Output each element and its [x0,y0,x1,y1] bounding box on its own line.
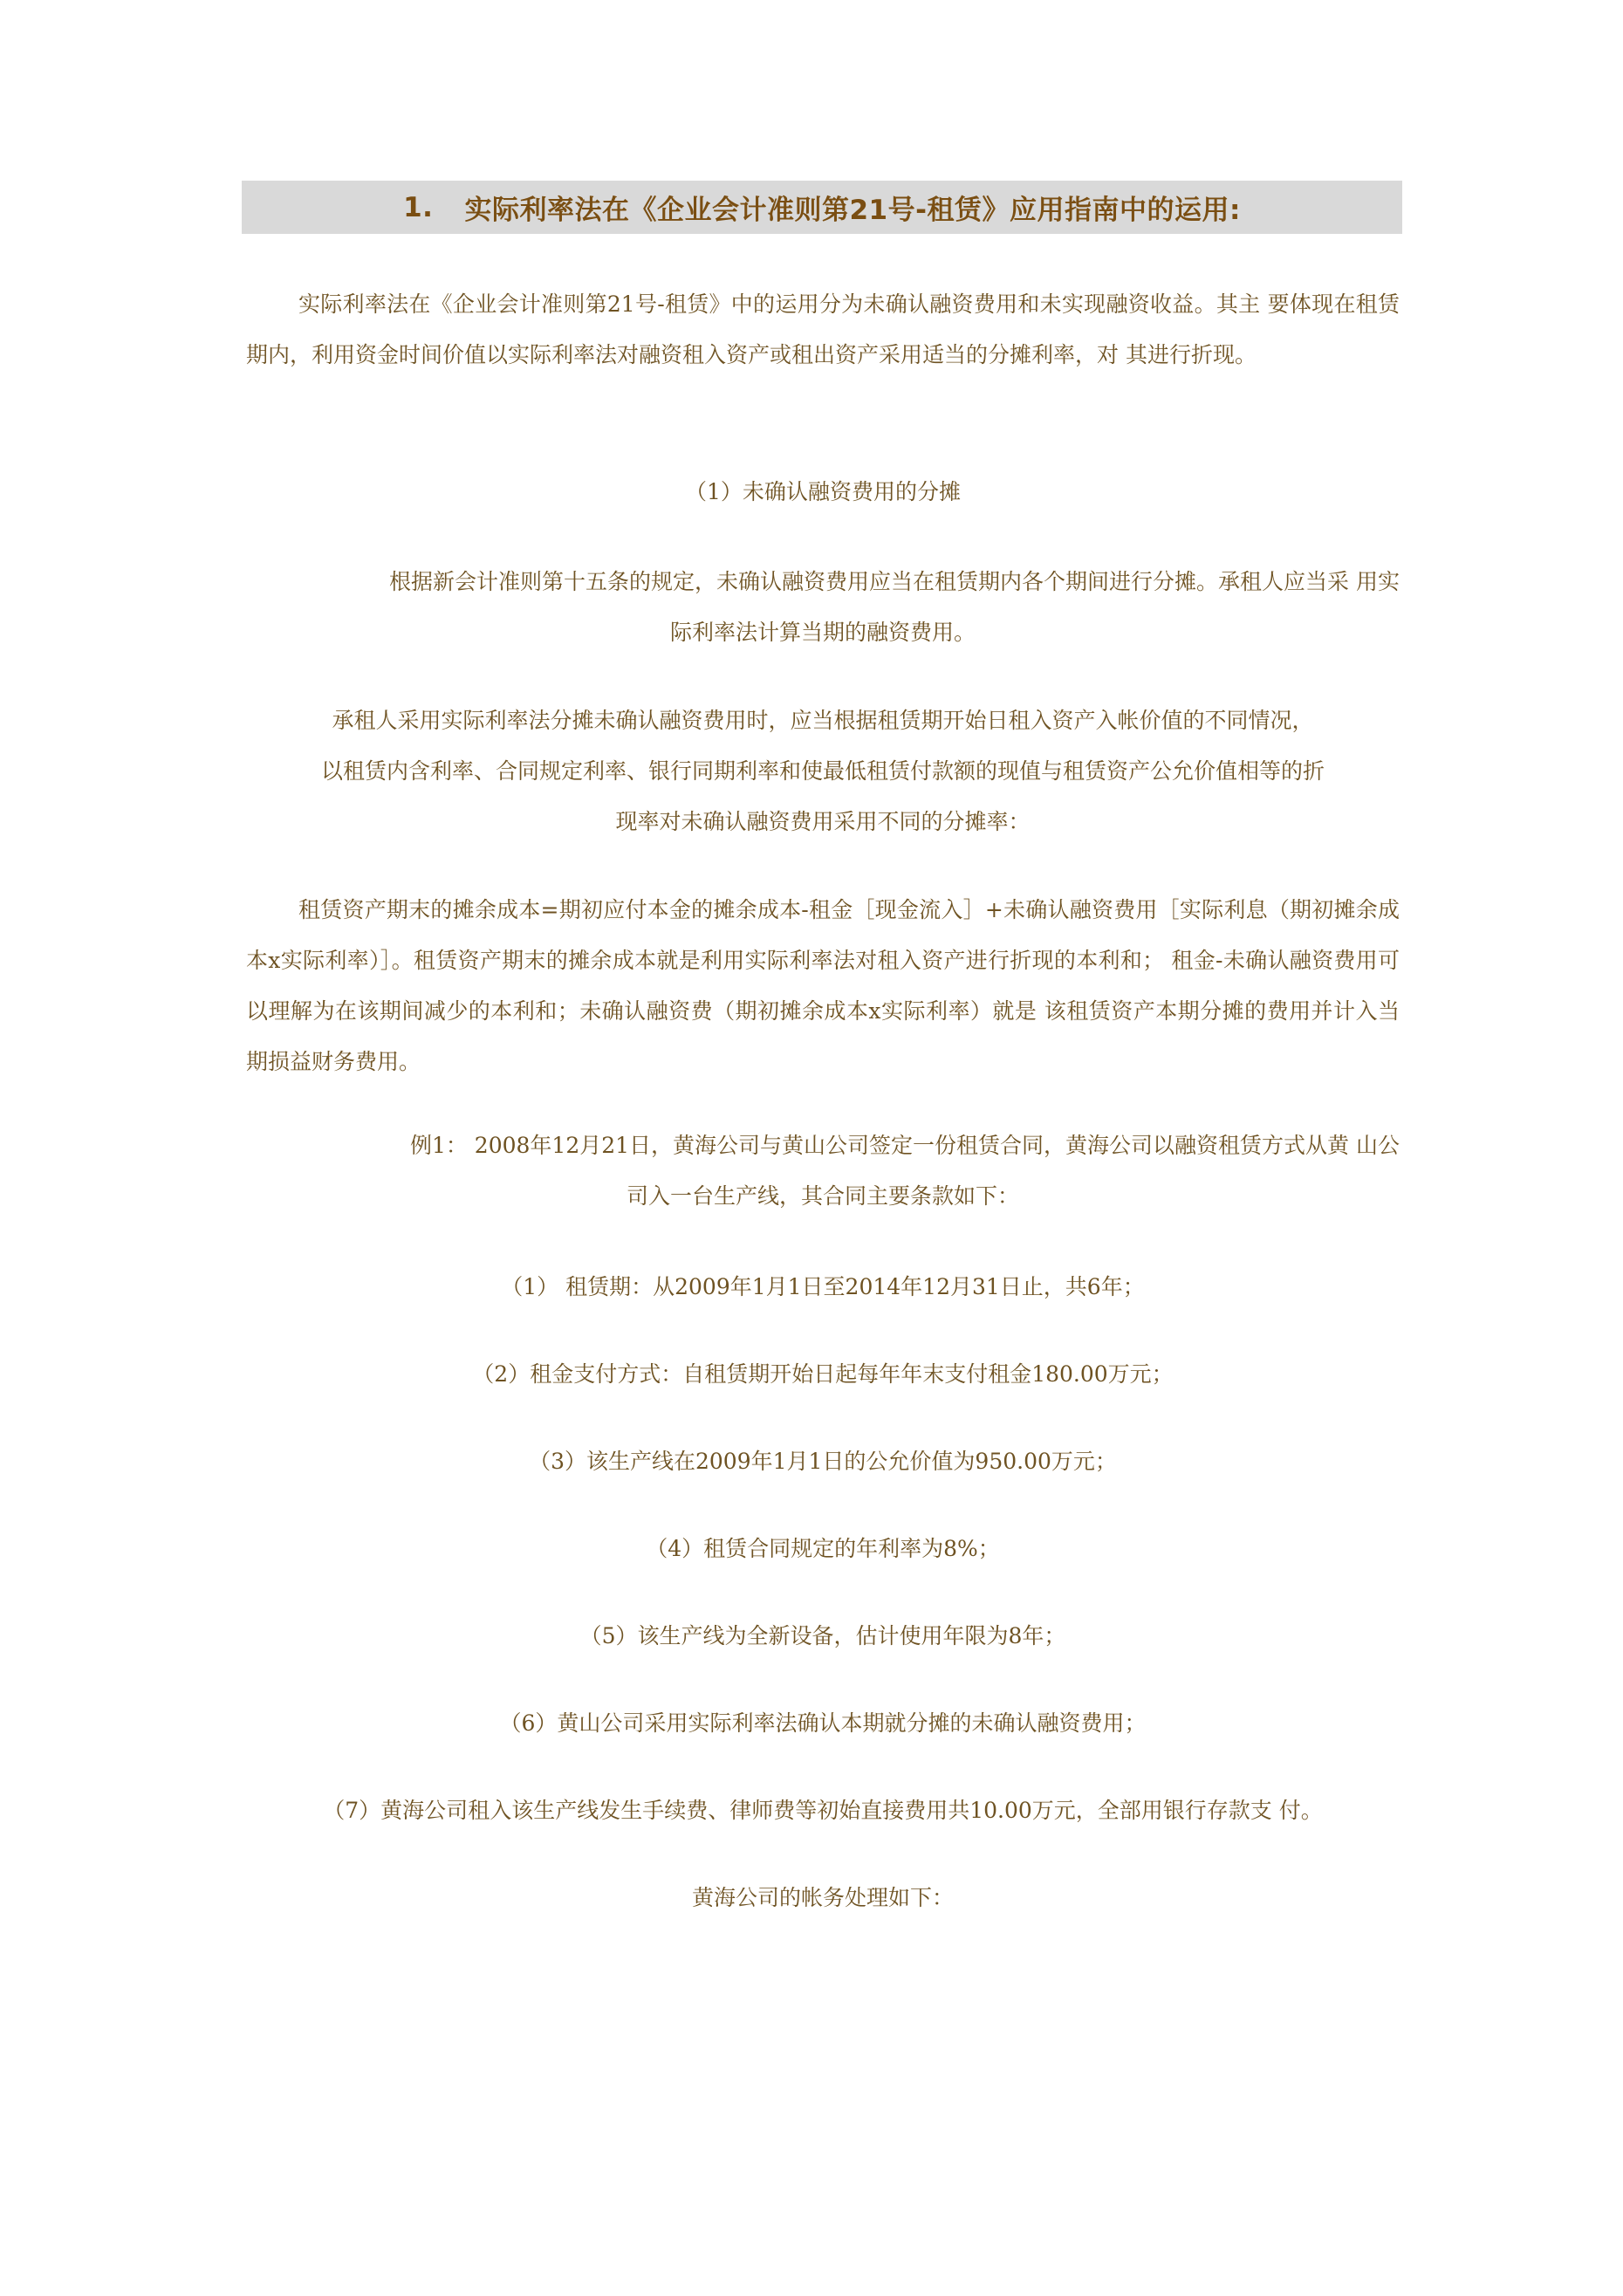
section-heading [242,181,1402,234]
lessee-line-3: 现率对未确认融资费用采用不同的分摊率： [615,809,1031,834]
rule-paragraph [246,557,1400,658]
list-item: （6）黄山公司采用实际利率法确认本期就分摊的未确认融资费用； [499,1710,1147,1736]
rule-line-1: 根据新会计准则第十五条的规定，未确认融资费用应当在租赁期内各个期间进行分摊。承租人应当采 用实 [389,569,1400,594]
rule-line-2: 际利率法计算当期的融资费用。 [669,620,976,645]
lessee-line-2: 以租赁内含利率、合同规定利率、银行同期利率和使最低租赁付款额的现值与租赁资产公允价值相等的折 [320,758,1325,784]
example-intro [246,1121,1400,1222]
section-number: 1. [403,191,434,223]
section-title: 实际利率法在《企业会计准则第21号-租赁》应用指南中的运用: [464,195,1241,226]
accounting-closing-line: 黄海公司的帐务处理如下： [691,1885,954,1910]
list-item: （2）租金支付方式：自租赁期开始日起每年年末支付租金180.00万元； [472,1361,1174,1387]
subheading-unrecognized-financing: （1）未确认融资费用的分摊 [685,479,961,504]
list-item: （1） 租赁期：从2009年1月1日至2014年12月31日止，共6年； [501,1274,1145,1299]
list-item: （7）黄海公司租入该生产线发生手续费、律师费等初始直接费用共10.00万元，全部用银行存款支 付。 [323,1798,1323,1823]
lessee-line-1: 承租人采用实际利率法分摊未确认融资费用时，应当根据租赁期开始日租入资产入帐价值的不同情况， [332,708,1314,733]
list-item: （5）该生产线为全新设备，估计使用年限为8年； [579,1623,1066,1648]
lessee-paragraph [246,696,1400,847]
list-item: （4）租赁合同规定的年利率为8%； [646,1536,1000,1561]
intro-paragraph: 实际利率法在《企业会计准则第21号-租赁》中的运用分为未确认融资费用和未实现融资收益。其主 要体现在租赁期内，利用资金时间价值以实际利率法对融资租入资产或租出资产采用适当的分摊利率，对 其进行折现。 [246,291,1400,367]
example-line-2: 司入一台生产线，其合同主要条款如下： [626,1183,1019,1209]
list-item: （3）该生产线在2009年1月1日的公允价值为950.00万元； [529,1449,1117,1474]
formula-paragraph: 租赁资产期末的摊余成本=期初应付本金的摊余成本-租金［现金流入］+未确认融资费用［实际利息（期初摊余成本x实际利率）］。租赁资产期末的摊余成本就是利用实际利率法对租入资产进行折现的本利和； 租金-未确认融资费用可以理解为在该期间减少的本利和；未确认融资费（期初摊余成本x实际利率）就是 该租赁资产本期分摊的费用并计入当期损益财务费用。 [246,897,1400,1074]
example-line-1: 例1： 2008年12月21日，黄海公司与黄山公司签定一份租赁合同，黄海公司以融资租赁方式从黄 山公 [409,1133,1400,1158]
